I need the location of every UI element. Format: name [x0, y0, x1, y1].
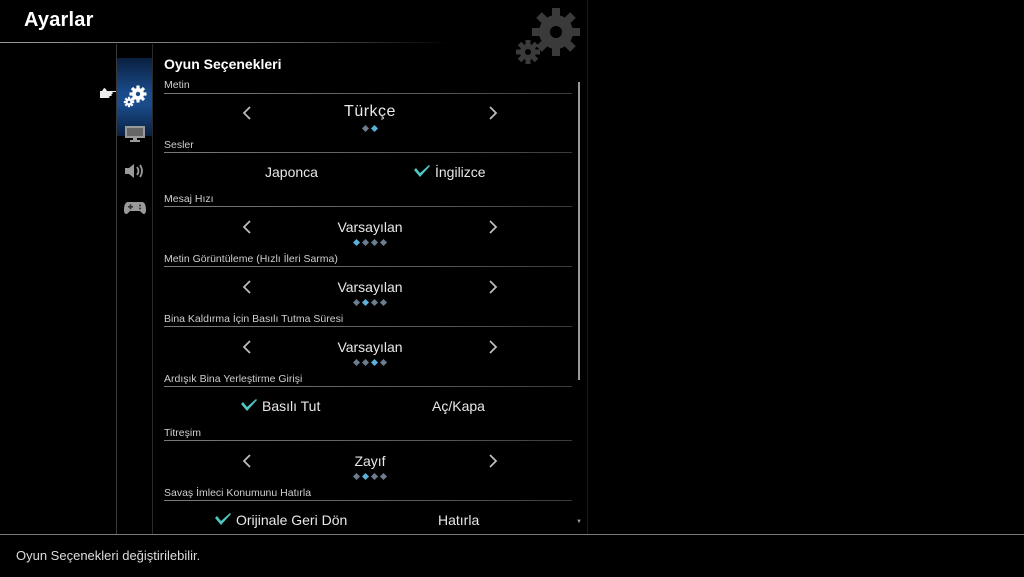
option-label-building-removal: Bina Kaldırma İçin Basılı Tutma Süresi	[164, 313, 344, 325]
indicator-dot	[371, 299, 378, 306]
sidebar-tab-audio[interactable]	[117, 153, 152, 189]
indicator-dot	[362, 299, 369, 306]
indicator-dot	[353, 239, 360, 246]
option-divider	[164, 500, 572, 501]
option-label-battle-cursor: Savaş İmleci Konumunu Hatırla	[164, 487, 312, 499]
option-message-speed-value: Varsayılan	[337, 219, 403, 235]
arrow-right-icon[interactable]	[488, 280, 498, 294]
option-divider	[164, 266, 572, 267]
indicator-dot	[353, 359, 360, 366]
option-building-removal-dots	[264, 360, 476, 367]
battle-cursor-option-reset[interactable]: Orijinale Geri Dön	[214, 512, 347, 528]
scrollbar[interactable]	[578, 82, 580, 380]
checkmark-icon	[413, 165, 431, 179]
indicator-dot	[353, 473, 360, 480]
indicator-dot	[380, 359, 387, 366]
indicator-dot	[380, 299, 387, 306]
indicator-dot	[371, 239, 378, 246]
option-divider	[164, 152, 572, 153]
option-text-dots	[264, 126, 476, 133]
indicator-dot	[353, 299, 360, 306]
indicator-dot	[371, 473, 378, 480]
option-divider	[164, 386, 572, 387]
page-title: Ayarlar	[24, 9, 94, 31]
option-label-text: Metin	[164, 79, 190, 91]
header	[0, 0, 588, 42]
checkmark-icon	[240, 399, 258, 413]
consecutive-option-toggle[interactable]: Aç/Kapa	[432, 398, 485, 414]
indicator-dot	[371, 125, 378, 132]
consecutive-option-hold[interactable]: Basılı Tut	[240, 398, 320, 414]
arrow-left-icon[interactable]	[242, 454, 252, 468]
title-divider	[0, 42, 450, 43]
arrow-right-icon[interactable]	[488, 220, 498, 234]
arrow-left-icon[interactable]	[242, 340, 252, 354]
option-vibration-dots	[264, 474, 476, 481]
content-divider	[152, 44, 153, 534]
voices-option-japanese[interactable]: Japonca	[265, 164, 318, 180]
arrow-left-icon[interactable]	[242, 280, 252, 294]
gear-icon	[122, 85, 148, 109]
game-options-panel	[164, 52, 574, 534]
gamepad-icon	[123, 200, 147, 216]
sidebar-tab-display[interactable]	[117, 116, 152, 152]
arrow-right-icon[interactable]	[488, 454, 498, 468]
indicator-dot	[362, 359, 369, 366]
speaker-icon	[123, 162, 147, 180]
panel-edge	[587, 0, 588, 534]
indicator-dot	[362, 239, 369, 246]
help-bar	[0, 534, 1024, 577]
arrow-left-icon[interactable]	[242, 106, 252, 120]
option-label-consecutive-building: Ardışık Bina Yerleştirme Girişi	[164, 373, 303, 385]
option-label-vibration: Titreşim	[164, 427, 201, 439]
option-divider	[164, 440, 572, 441]
help-text: Oyun Seçenekleri değiştirilebilir.	[16, 548, 201, 563]
voices-option-english[interactable]: İngilizce	[413, 164, 486, 180]
option-text-display-dots	[264, 300, 476, 307]
option-label-voices: Sesler	[164, 139, 194, 151]
option-text-display-value: Varsayılan	[337, 279, 403, 295]
indicator-dot	[380, 239, 387, 246]
indicator-dot	[362, 473, 369, 480]
option-divider	[164, 206, 572, 207]
monitor-icon	[124, 125, 146, 143]
section-title: Oyun Seçenekleri	[164, 56, 282, 72]
sidebar-tab-controller[interactable]	[117, 190, 152, 226]
option-message-speed-dots	[264, 240, 476, 247]
scroll-down-icon[interactable]: ▼	[576, 519, 582, 525]
option-text-value: Türkçe	[344, 103, 396, 120]
arrow-right-icon[interactable]	[488, 340, 498, 354]
battle-cursor-option-remember[interactable]: Hatırla	[438, 512, 480, 528]
option-label-text-display: Metin Görüntüleme (Hızlı İleri Sarma)	[164, 253, 338, 265]
indicator-dot	[371, 359, 378, 366]
option-building-removal-value: Varsayılan	[337, 339, 403, 355]
pointing-hand-icon	[99, 86, 117, 100]
arrow-left-icon[interactable]	[242, 220, 252, 234]
option-label-message-speed: Mesaj Hızı	[164, 193, 214, 205]
arrow-right-icon[interactable]	[488, 106, 498, 120]
checkmark-icon	[214, 513, 232, 527]
option-divider	[164, 93, 572, 94]
option-vibration-value: Zayıf	[354, 453, 386, 469]
indicator-dot	[380, 473, 387, 480]
option-divider	[164, 326, 572, 327]
indicator-dot	[362, 125, 369, 132]
